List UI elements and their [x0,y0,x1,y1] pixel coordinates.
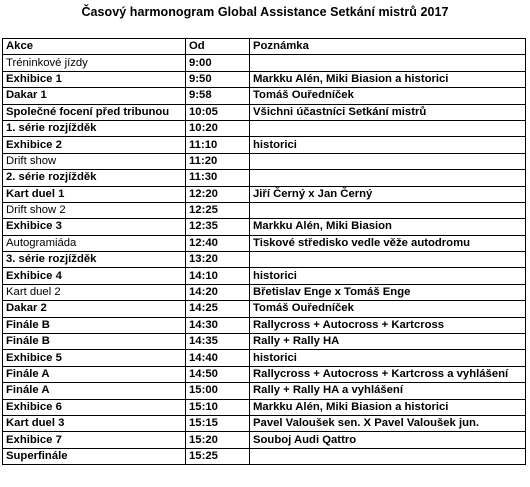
table-row [3,252,526,268]
cell-poznamka [250,170,526,186]
cell-akce: 3. série rozjížděk [3,252,186,268]
document-title: Časový harmonogram Global Assistance Setkání mistrů 2017 [81,5,449,19]
cell-akce: Dakar 2 [3,301,186,317]
table-row [3,399,526,415]
cell-poznamka: historici [250,137,526,153]
cell-poznamka: Všichni účastníci Setkání mistrů [250,104,526,120]
column-header-od: Od [186,39,250,55]
cell-od: 12:35 [186,219,250,235]
cell-poznamka: historici [250,350,526,366]
table-row [3,71,526,87]
cell-poznamka: Pavel Valoušek sen. X Pavel Valoušek jun. [250,415,526,431]
cell-akce: Společné focení před tribunou [3,104,186,120]
table-row [3,366,526,382]
cell-poznamka: Rallycross + Autocross + Kartcross a vyhlášení [250,366,526,382]
column-header-akce: Akce [3,39,186,55]
cell-poznamka: Markku Alén, Miki Biasion [250,219,526,235]
cell-od: 15:15 [186,415,250,431]
cell-akce: Exhibice 4 [3,268,186,284]
table-row [3,383,526,399]
cell-od: 11:10 [186,137,250,153]
cell-poznamka: Tomáš Ouředníček [250,88,526,104]
cell-poznamka: Rally + Rally HA [250,334,526,350]
cell-poznamka: Markku Alén, Miki Biasion a historici [250,71,526,87]
cell-od: 10:05 [186,104,250,120]
cell-od: 10:20 [186,120,250,136]
cell-poznamka: Tomáš Ouředníček [250,301,526,317]
cell-od: 9:50 [186,71,250,87]
schedule-table [2,38,526,465]
cell-poznamka [250,153,526,169]
table-row [3,317,526,333]
cell-akce: Drift show 2 [3,202,186,218]
table-row [3,350,526,366]
table-row [3,268,526,284]
cell-akce: Kart duel 2 [3,284,186,300]
cell-poznamka: Rally + Rally HA a vyhlášení [250,383,526,399]
cell-od: 12:25 [186,202,250,218]
cell-od: 9:00 [186,55,250,71]
table-row [3,137,526,153]
cell-akce: Superfinále [3,448,186,464]
schedule-body [3,55,526,465]
cell-poznamka [250,202,526,218]
cell-akce: Kart duel 3 [3,415,186,431]
cell-od: 15:00 [186,383,250,399]
table-row [3,415,526,431]
cell-akce: Autogramiáda [3,235,186,251]
table-row [3,432,526,448]
cell-akce: Dakar 1 [3,88,186,104]
table-row [3,186,526,202]
cell-poznamka [250,252,526,268]
table-row [3,170,526,186]
cell-poznamka: Tiskové středisko vedle věže autodromu [250,235,526,251]
table-row [3,219,526,235]
table-row [3,448,526,464]
table-header-row [3,39,526,55]
cell-poznamka: Markku Alén, Miki Biasion a historici [250,399,526,415]
cell-akce: Exhibice 1 [3,71,186,87]
cell-od: 14:25 [186,301,250,317]
cell-poznamka: Rallycross + Autocross + Kartcross [250,317,526,333]
cell-akce: Finále B [3,317,186,333]
cell-akce: Exhibice 3 [3,219,186,235]
cell-od: 14:10 [186,268,250,284]
table-row [3,55,526,71]
cell-od: 13:20 [186,252,250,268]
table-row [3,120,526,136]
cell-akce: Tréninkové jízdy [3,55,186,71]
cell-akce: Exhibice 2 [3,137,186,153]
cell-akce: Exhibice 6 [3,399,186,415]
cell-od: 15:10 [186,399,250,415]
cell-akce: 1. série rozjížděk [3,120,186,136]
cell-od: 15:20 [186,432,250,448]
cell-akce: 2. série rozjížděk [3,170,186,186]
cell-poznamka: Souboj Audi Qattro [250,432,526,448]
cell-od: 9:58 [186,88,250,104]
cell-od: 14:35 [186,334,250,350]
cell-od: 14:20 [186,284,250,300]
cell-poznamka: historici [250,268,526,284]
cell-poznamka [250,120,526,136]
cell-akce: Exhibice 5 [3,350,186,366]
table-row [3,104,526,120]
cell-od: 14:40 [186,350,250,366]
table-row [3,334,526,350]
cell-poznamka: Břetislav Enge x Tomáš Enge [250,284,526,300]
table-row [3,202,526,218]
table-row [3,301,526,317]
cell-od: 15:25 [186,448,250,464]
cell-akce: Exhibice 7 [3,432,186,448]
cell-poznamka: Jiří Černý x Jan Černý [250,186,526,202]
table-row [3,235,526,251]
table-row [3,88,526,104]
cell-od: 12:20 [186,186,250,202]
cell-od: 12:40 [186,235,250,251]
cell-poznamka [250,55,526,71]
cell-akce: Kart duel 1 [3,186,186,202]
table-row [3,153,526,169]
cell-od: 14:50 [186,366,250,382]
table-row [3,284,526,300]
cell-od: 11:20 [186,153,250,169]
cell-akce: Finále B [3,334,186,350]
column-header-poznamka: Poznámka [250,39,526,55]
cell-akce: Finále A [3,383,186,399]
cell-akce: Finále A [3,366,186,382]
cell-od: 11:30 [186,170,250,186]
cell-akce: Drift show [3,153,186,169]
cell-od: 14:30 [186,317,250,333]
cell-poznamka [250,448,526,464]
